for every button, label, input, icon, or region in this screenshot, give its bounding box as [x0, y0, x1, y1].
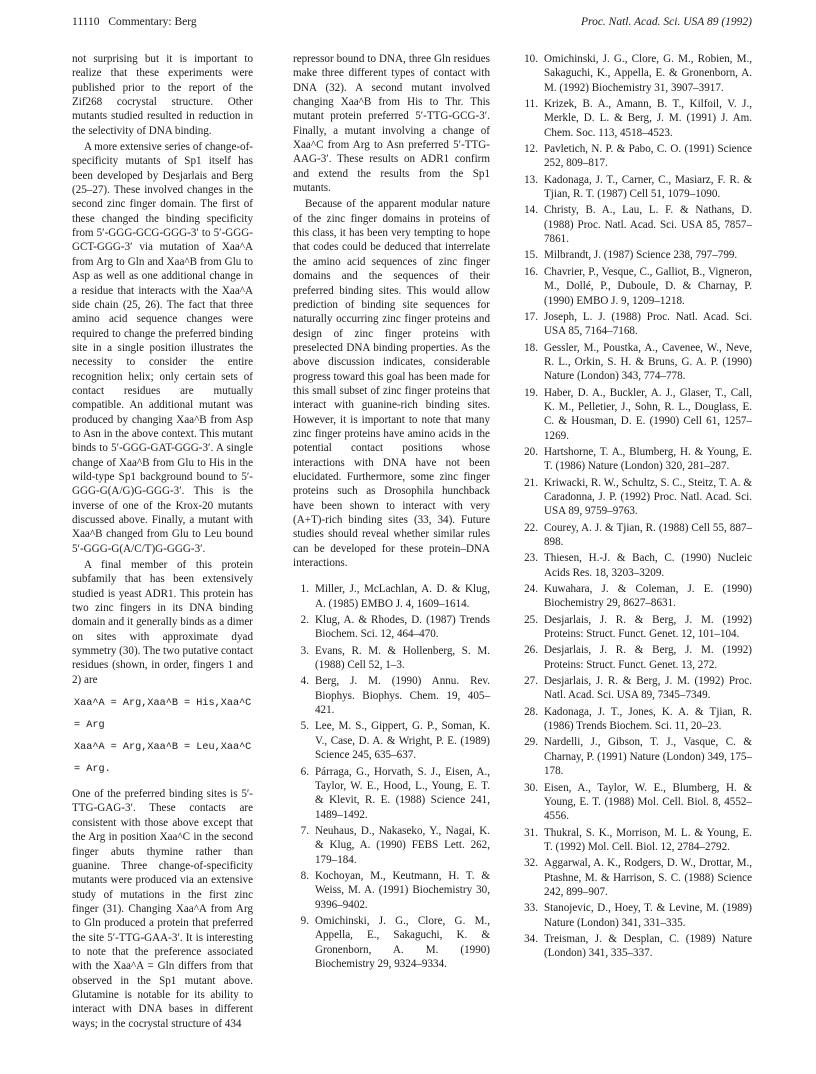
reference-item: [522, 476, 752, 519]
reference-text: Krizek, B. A., Amann, B. T., Kilfoil, V. J., Merkle, D. L. & Berg, J. M. (1991) J. Am. Chem. Soc. 113, 4518–4523.: [544, 98, 752, 139]
reference-item: [522, 521, 752, 550]
reference-number: 2.: [300, 614, 309, 627]
reference-text: Berg, J. M. (1990) Annu. Rev. Biophys. Biophys. Chem. 19, 405–421.: [315, 675, 490, 717]
reference-text: Nardelli, J., Gibson, T. J., Vasque, C. & Charnay, P. (1991) Nature (London) 349, 175–178.: [544, 736, 752, 778]
reference-number: 33.: [524, 902, 538, 915]
reference-text: Thukral, S. K., Morrison, M. L. & Young, E. T. (1992) Mol. Cell. Biol. 12, 2784–2792.: [544, 826, 752, 853]
reference-item: [522, 856, 752, 899]
reference-text: Kuwahara, J. & Coleman, J. E. (1990) Biochemistry 29, 8627–8631.: [544, 583, 752, 610]
column-3: [522, 52, 752, 963]
header-left: [72, 16, 197, 28]
reference-item: [522, 203, 752, 246]
reference-number: 7.: [300, 824, 309, 837]
reference-number: 27.: [524, 675, 538, 688]
paragraph: A final member of this protein subfamily that has been extensively studied is yeast ADR1. This protein has two zinc fingers in its DNA binding domain and it generally binds as a dimer on sites with approximate dyad symmetry (30). The two putative contact residues (shown, in order, fingers 1 and 2) are: [72, 559, 253, 686]
reference-number: 34.: [524, 932, 538, 945]
page-number: 11110: [72, 16, 100, 28]
reference-number: 23.: [524, 552, 538, 565]
reference-item: [522, 932, 752, 961]
reference-number: 16.: [524, 265, 538, 278]
reference-item: [522, 310, 752, 339]
page-header: [72, 16, 752, 38]
reference-item: [522, 735, 752, 778]
reference-item: [522, 173, 752, 202]
paragraph: Because of the apparent modular nature of the zinc finger domains in proteins of this class, it has been very tempting to hope that codes could be deduced that interrelate the amino acid sequences of zinc finger domains and the sequences of their preferred binding sites. This would allow prediction of binding site sequences for naturally occurring zinc finger proteins and design of zinc finger proteins with preselected DNA binding properties. As the above discussion indicates, considerable progress toward this goal has been made for this small subset of zinc finger proteins that interact with guanine-rich binding sites. However, it is important to note that many zinc finger proteins have amino acids in the potential contact positions whose interactions with DNA have not been elucidated. Furthermore, some zinc finger proteins such as Drosophila hunchback have been shown to interact with very (A+T)-rich binding sites (33, 34). Future studies should reveal whether similar rules can be developed for these protein–DNA interactions.: [293, 198, 490, 570]
journal-citation: Proc. Natl. Acad. Sci. USA 89 (1992): [581, 16, 752, 28]
reference-text: Treisman, J. & Desplan, C. (1989) Nature (London) 341, 335–337.: [544, 932, 752, 960]
reference-text: Desjarlais, J. R. & Berg, J. M. (1992) Proteins: Struct. Funct. Genet. 12, 101–104.: [544, 613, 752, 641]
reference-number: 20.: [524, 445, 538, 458]
reference-number: 18.: [524, 341, 538, 354]
formula-line: Xaa^A = Arg,Xaa^B = His,Xaa^C = Arg: [74, 698, 252, 732]
reference-item: [522, 613, 752, 642]
reference-text: Desjarlais, J. R. & Berg, J. M. (1992) Proc. Natl. Acad. Sci. USA 89, 7345–7349.: [544, 675, 752, 702]
reference-list: [522, 52, 752, 961]
reference-text: Omichinski, J. G., Clore, G. M., Appella, E., Sakaguchi, K. & Gronenborn, A. M. (1990) Biochemistry 29, 9324–9334.: [315, 914, 490, 970]
reference-text: Stanojevic, D., Hoey, T. & Levine, M. (1989) Nature (London) 341, 331–335.: [544, 902, 752, 929]
reference-item: [522, 248, 752, 262]
reference-text: Hartshorne, T. A., Blumberg, H. & Young, E. T. (1986) Nature (London) 320, 281–287.: [544, 445, 752, 473]
reference-item: [522, 142, 752, 171]
paragraph: One of the preferred binding sites is 5′-TTG-GAG-3′. These contacts are consistent with those above except that the Arg in position Xaa^C in the second finger abuts thymine rather than guanine. Three change-of-specificity mutants were produced via an extensive study of mutations in the first zinc finger (31). Changing Xaa^A from Arg to Gln produced a protein that preferred the site 5′-TTG-GAA-3′. It is interesting to note that the preference associated with the Xaa^A = Gln differs from that observed in the Sp1 mutant above. Glutamine is notable for its ability to interact with DNA bases in different ways; in the cocrystal structure of 434: [72, 788, 253, 1030]
reference-item: [522, 52, 752, 95]
reference-text: Haber, D. A., Buckler, A. J., Glaser, T., Call, K. M., Pelletier, J., Sohn, R. L., Douglass, E. C. & Housman, D. E. (1990) Cell 61, 1257–1269.: [544, 386, 752, 442]
reference-number: 25.: [524, 613, 538, 626]
reference-item: [293, 914, 490, 971]
reference-item: [522, 826, 752, 855]
reference-number: 12.: [524, 143, 538, 156]
reference-number: 19.: [524, 386, 538, 399]
reference-item: [522, 265, 752, 308]
reference-text: Omichinski, J. G., Clore, G. M., Robien, M., Sakaguchi, K., Appella, E. & Gronenborn, A. M. (1992) Biochemistry 31, 3907–3917.: [544, 53, 752, 94]
reference-item: [293, 613, 490, 642]
reference-item: [522, 445, 752, 474]
reference-number: 22.: [524, 521, 538, 534]
reference-number: 26.: [524, 644, 538, 657]
reference-number: 28.: [524, 705, 538, 718]
reference-text: Chavrier, P., Vesque, C., Galliot, B., Vigneron, M., Dollé, P., Duboule, D. & Charnay, P. (1990) EMBO J. 9, 1209–1218.: [544, 265, 752, 307]
reference-item: [522, 97, 752, 140]
reference-item: [293, 674, 490, 717]
formula-block: [72, 693, 253, 781]
reference-number: 10.: [524, 53, 538, 65]
reference-number: 9.: [300, 914, 309, 927]
reference-text: Kadonaga, J. T., Carner, C., Masiarz, F. R. & Tjian, R. T. (1987) Cell 51, 1079–1090.: [544, 173, 752, 201]
reference-number: 17.: [524, 310, 538, 323]
reference-text: Klug, A. & Rhodes, D. (1987) Trends Biochem. Sci. 12, 464–470.: [315, 614, 490, 641]
reference-number: 31.: [524, 826, 538, 839]
reference-text: Gessler, M., Poustka, A., Cavenee, W., Neve, R. L., Orkin, S. H. & Bruns, G. A. P. (1990) Nature (London) 343, 774–778.: [544, 341, 752, 383]
reference-number: 15.: [524, 249, 538, 262]
reference-number: 1.: [300, 583, 309, 596]
reference-number: 4.: [300, 675, 309, 688]
reference-text: Neuhaus, D., Nakaseko, Y., Nagai, K. & Klug, A. (1990) FEBS Lett. 262, 179–184.: [315, 824, 490, 866]
reference-number: 5.: [300, 720, 309, 733]
reference-item: [293, 824, 490, 867]
reference-item: [522, 643, 752, 672]
reference-item: [293, 869, 490, 912]
paragraph: A more extensive series of change-of-specificity mutants of Sp1 itself has been developed by Desjarlais and Berg (25–27). These involved changes in the second zinc finger domain. The first of these changed the binding specificity from 5′-GGG-GCG-GGG-3′ to 5′-GGG-GCT-GGG-3′ via mutation of Xaa^A from Arg to Gln and Xaa^B from Glu to Asp as well as one additional change in a residue that interacts with the Xaa^A side chain (25, 26). The fact that three amino acid sequence changes were required to change the preferred binding site in a single position illustrates the necessity to consider the entire recognition helix; only certain sets of contact residues are mutually compatible. An additional mutant was produced by changing Xaa^B from Asp to Asn in the above context. This mutant binds to 5′-GGG-GAT-GGG-3′. A single change of Xaa^B from Glu to His in the wild-type Sp1 background bound to 5′-GGG-G(A/G)G-GGG-3′. This is the inverse of one of the Krox-20 mutants discussed above. Finally, a mutant with Xaa^B changed from Glu to Leu bound 5′-GGG-G(A/C/T)G-GGG-3′.: [72, 141, 253, 555]
reference-text: Courey, A. J. & Tjian, R. (1988) Cell 55, 887–898.: [544, 521, 752, 548]
section-title: Commentary: Berg: [108, 16, 197, 28]
reference-number: 32.: [524, 857, 538, 870]
paragraph: repressor bound to DNA, three Gln residues make three different types of contact with DNA (32). A second mutant involved changing Xaa^B from His to Thr. This mutant protein preferred 5′-TTG-GCG-3′. Finally, a mutant involving a change of Xaa^C from Arg to Asn preferred 5′-TTG-AAG-3′. These results on ADR1 confirm and extend the results from the Sp1 mutants.: [293, 53, 490, 195]
reference-text: Kadonaga, J. T., Jones, K. A. & Tjian, R. (1986) Trends Biochem. Sci. 11, 20–23.: [544, 705, 752, 733]
reference-text: Christy, B. A., Lau, L. F. & Nathans, D. (1988) Proc. Natl. Acad. Sci. USA 85, 7857–7861.: [544, 204, 752, 246]
reference-text: Párraga, G., Horvath, S. J., Eisen, A., Taylor, W. E., Hood, L., Young, E. T. & Klevit, R. E. (1988) Science 241, 1489–1492.: [315, 765, 490, 821]
reference-number: 8.: [300, 869, 309, 882]
reference-item: [522, 781, 752, 824]
reference-text: Thiesen, H.-J. & Bach, C. (1990) Nucleic Acids Res. 18, 3203–3209.: [544, 552, 752, 579]
reference-number: 21.: [524, 476, 538, 489]
column-2: [293, 52, 490, 973]
reference-item: [522, 386, 752, 443]
reference-item: [293, 719, 490, 762]
reference-text: Miller, J., McLachlan, A. D. & Klug, A. (1985) EMBO J. 4, 1609–1614.: [315, 583, 490, 610]
reference-item: [522, 674, 752, 703]
reference-text: Pavletich, N. P. & Pabo, C. O. (1991) Science 252, 809–817.: [544, 143, 752, 170]
reference-number: 13.: [524, 173, 538, 186]
reference-text: Kochoyan, M., Keutmann, H. T. & Weiss, M. A. (1991) Biochemistry 30, 9396–9402.: [315, 869, 490, 911]
reference-item: [522, 341, 752, 384]
column-1: [72, 52, 253, 1031]
reference-item: [522, 582, 752, 611]
reference-list: [293, 582, 490, 971]
reference-text: Aggarwal, A. K., Rodgers, D. W., Drottar, M., Ptashne, M. & Harrison, S. C. (1988) Science 242, 899–907.: [544, 857, 752, 898]
reference-number: 3.: [300, 644, 309, 657]
reference-number: 29.: [524, 736, 538, 749]
reference-number: 24.: [524, 583, 538, 596]
reference-item: [522, 705, 752, 734]
formula-line: Xaa^A = Arg,Xaa^B = Leu,Xaa^C = Arg.: [74, 742, 252, 776]
reference-number: 30.: [524, 781, 538, 794]
paragraph: not surprising but it is important to realize that these experiments were published prior to the report of the Zif268 cocrystal structure. Other mutants studied resulted in reduction in the selectivity of DNA binding.: [72, 53, 253, 137]
reference-number: 6.: [300, 765, 309, 778]
reference-item: [522, 551, 752, 580]
reference-item: [522, 901, 752, 930]
reference-text: Joseph, L. J. (1988) Proc. Natl. Acad. Sci. USA 85, 7164–7168.: [544, 310, 752, 338]
reference-text: Kriwacki, R. W., Schultz, S. C., Steitz, T. A. & Caradonna, J. P. (1992) Proc. Natl. Acad. Sci. USA 89, 9759–9763.: [544, 476, 752, 518]
reference-item: [293, 644, 490, 673]
reference-text: Eisen, A., Taylor, W. E., Blumberg, H. & Young, E. T. (1988) Mol. Cell. Biol. 8, 4552–4556.: [544, 781, 752, 823]
reference-number: 14.: [524, 204, 538, 217]
reference-item: [293, 765, 490, 822]
reference-text: Milbrandt, J. (1987) Science 238, 797–799.: [544, 249, 738, 262]
reference-text: Evans, R. M. & Hollenberg, S. M. (1988) Cell 52, 1–3.: [315, 644, 490, 672]
reference-number: 11.: [524, 98, 538, 111]
reference-text: Desjarlais, J. R. & Berg, J. M. (1992) Proteins: Struct. Funct. Genet. 13, 272.: [544, 644, 752, 671]
reference-text: Lee, M. S., Gippert, G. P., Soman, K. V., Case, D. A. & Wright, P. E. (1989) Science 245, 635–637.: [315, 720, 490, 762]
reference-item: [293, 582, 490, 611]
